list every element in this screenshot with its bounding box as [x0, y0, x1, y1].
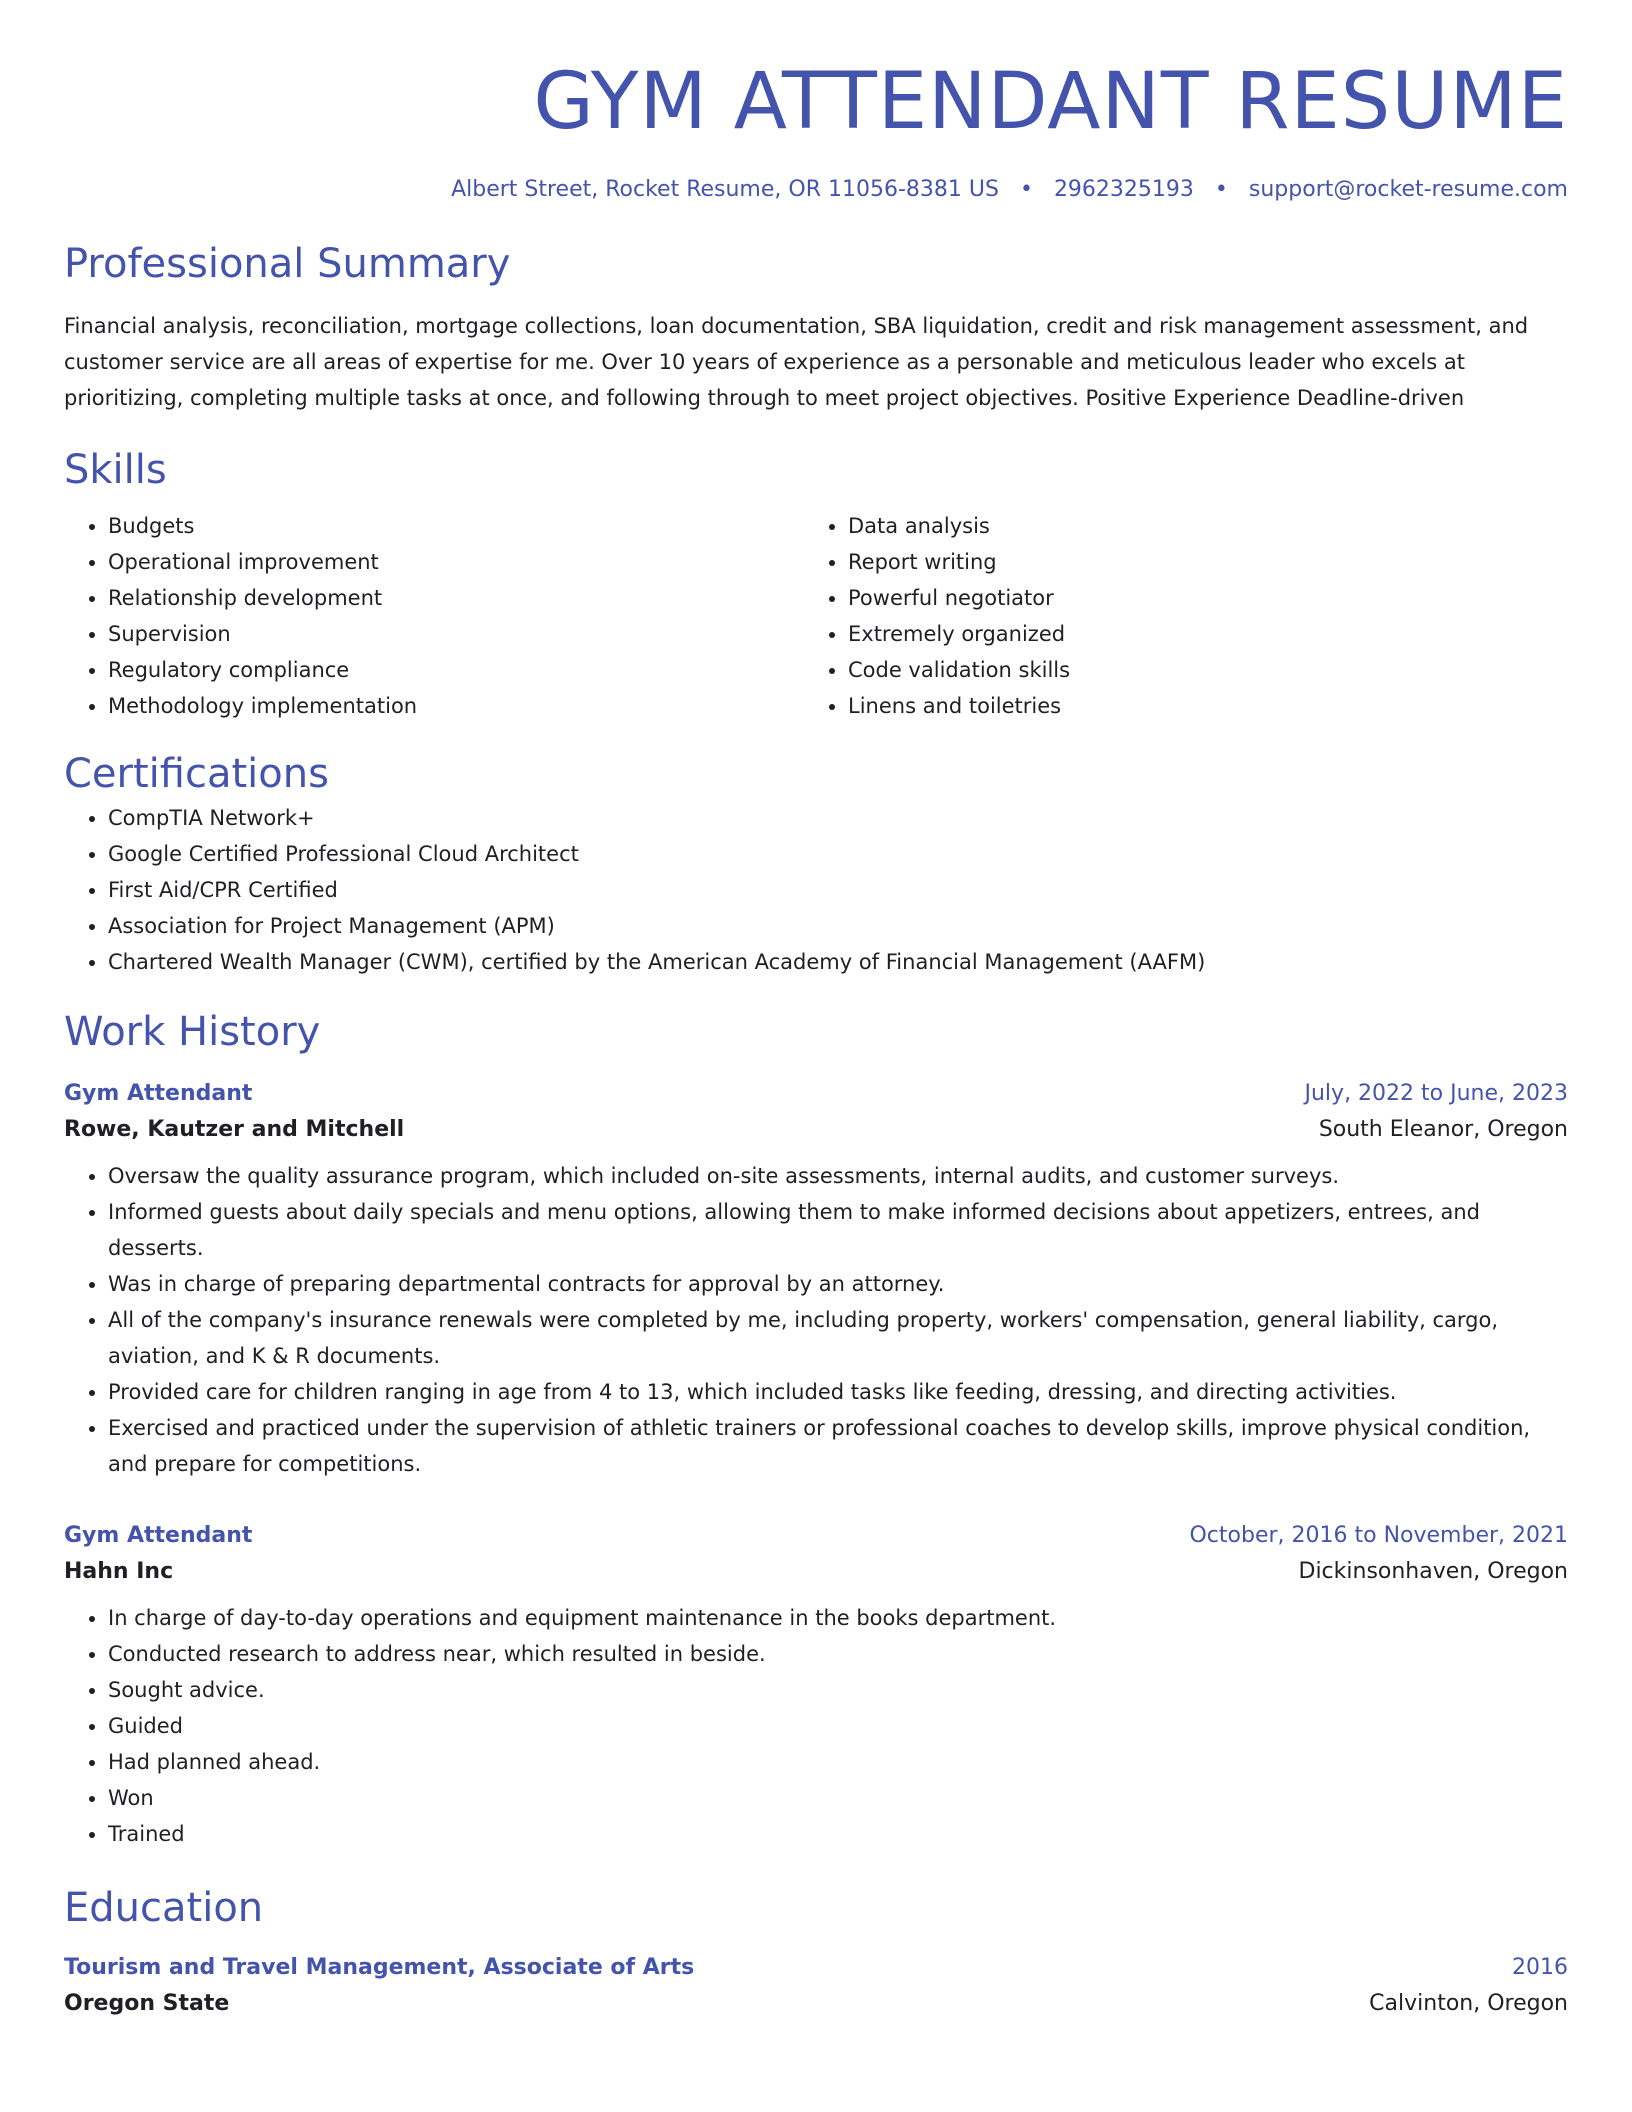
- job-bullet: • Won: [108, 1780, 1568, 1816]
- job-role: Gym Attendant: [64, 1081, 253, 1106]
- skill-item: • Operational improvement: [108, 544, 804, 580]
- skill-item: • Code validation skills: [848, 652, 1544, 688]
- skill-item: • Extremely organized: [848, 616, 1544, 652]
- education-header-row: [64, 1952, 1568, 1984]
- skill-item: • Regulatory compliance: [108, 652, 804, 688]
- job-bullet: • In charge of day-to-day operations and equipment maintenance in the books department.: [108, 1600, 1568, 1636]
- summary-heading: Professional Summary: [64, 241, 511, 287]
- skill-item: • Methodology implementation: [108, 688, 804, 724]
- skill-item: • Relationship development: [108, 580, 804, 616]
- education-entry: [64, 1952, 1568, 2024]
- job-location: Dickinsonhaven, Oregon: [1298, 1559, 1568, 1584]
- certification-item: • Chartered Wealth Manager (CWM), certified by the American Academy of Financial Management (AAFM): [108, 944, 1568, 980]
- education-heading: Education: [64, 1885, 264, 1931]
- summary-text: Financial analysis, reconciliation, mortgage collections, loan documentation, SBA liquidation, credit and risk management assessment, and customer service are all areas of expertise for me. Over 10 years of experience as a personable and meticulous leader who excels at prioritizing, completing multiple tasks at once, and following through to meet project objectives. Positive Experience Deadline-driven: [64, 314, 1529, 410]
- resume-title: GYM ATTENDANT RESUME: [533, 57, 1568, 147]
- job-bullet: • Guided: [108, 1708, 1568, 1744]
- job-company: Rowe, Kautzer and Mitchell: [64, 1117, 405, 1142]
- job-dates: October, 2016 to November, 2021: [1189, 1523, 1568, 1548]
- job-company-row: [64, 1110, 1568, 1150]
- skills-column-left: [64, 508, 804, 724]
- certification-item: • Google Certified Professional Cloud Architect: [108, 836, 1568, 872]
- contact-line: [64, 174, 1568, 206]
- skill-item: • Budgets: [108, 508, 804, 544]
- job-bullets: [64, 1600, 1568, 1852]
- skills-list-left: [64, 508, 804, 724]
- address: Albert Street, Rocket Resume, OR 11056-8381 US: [451, 177, 999, 202]
- job-bullet: • Had planned ahead.: [108, 1744, 1568, 1780]
- education-school: Oregon State: [64, 1991, 230, 2016]
- job-bullet: • Oversaw the quality assurance program, which included on-site assessments, internal audits, and customer surveys.: [108, 1158, 1568, 1194]
- skill-item: • Linens and toiletries: [848, 688, 1544, 724]
- skills-heading: Skills: [64, 447, 167, 493]
- skill-item: • Report writing: [848, 544, 1544, 580]
- skill-item: • Data analysis: [848, 508, 1544, 544]
- phone: 2962325193: [1053, 177, 1194, 202]
- skill-item: • Supervision: [108, 616, 804, 652]
- job-bullet: • Trained: [108, 1816, 1568, 1852]
- job-bullet: • All of the company's insurance renewals were completed by me, including property, workers' compensation, general liability, cargo, aviation, and K & R documents.: [108, 1302, 1568, 1374]
- skill-item: • Powerful negotiator: [848, 580, 1544, 616]
- separator-dot: •: [1214, 177, 1228, 202]
- education-location: Calvinton, Oregon: [1369, 1991, 1568, 2016]
- job-bullet: • Was in charge of preparing departmental contracts for approval by an attorney.: [108, 1266, 1568, 1302]
- certification-item: • CompTIA Network+: [108, 800, 1568, 836]
- job-company: Hahn Inc: [64, 1559, 174, 1584]
- education-school-row: [64, 1984, 1568, 2024]
- job-bullet: • Informed guests about daily specials and menu options, allowing them to make informed decisions about appetizers, entrees, and desserts.: [108, 1194, 1568, 1266]
- job-location: South Eleanor, Oregon: [1318, 1117, 1568, 1142]
- work-history-heading: Work History: [64, 1009, 321, 1055]
- job-entry: [64, 1078, 1568, 1482]
- skills-grid: [64, 508, 1568, 724]
- job-header-row: [64, 1078, 1568, 1110]
- skills-column-right: [804, 508, 1544, 724]
- job-bullet: • Conducted research to address near, which resulted in beside.: [108, 1636, 1568, 1672]
- skills-list-right: [804, 508, 1544, 724]
- certification-item: • Association for Project Management (APM): [108, 908, 1568, 944]
- certification-item: • First Aid/CPR Certified: [108, 872, 1568, 908]
- job-dates: July, 2022 to June, 2023: [1304, 1081, 1568, 1106]
- job-bullet: • Provided care for children ranging in age from 4 to 13, which included tasks like feeding, dressing, and directing activities.: [108, 1374, 1568, 1410]
- separator-dot: •: [1019, 177, 1033, 202]
- job-company-row: [64, 1552, 1568, 1592]
- job-bullets: [64, 1158, 1568, 1482]
- certifications-list: [64, 800, 1568, 980]
- job-role: Gym Attendant: [64, 1523, 253, 1548]
- education-degree: Tourism and Travel Management, Associate of Arts: [64, 1955, 695, 1980]
- job-bullet: • Exercised and practiced under the supervision of athletic trainers or professional coaches to develop skills, improve physical condition, and prepare for competitions.: [108, 1410, 1568, 1482]
- email: support@rocket-resume.com: [1248, 177, 1568, 202]
- certifications-heading: Certifications: [64, 751, 329, 797]
- job-entry: [64, 1520, 1568, 1852]
- education-year: 2016: [1512, 1955, 1568, 1980]
- job-bullet: • Sought advice.: [108, 1672, 1568, 1708]
- job-header-row: [64, 1520, 1568, 1552]
